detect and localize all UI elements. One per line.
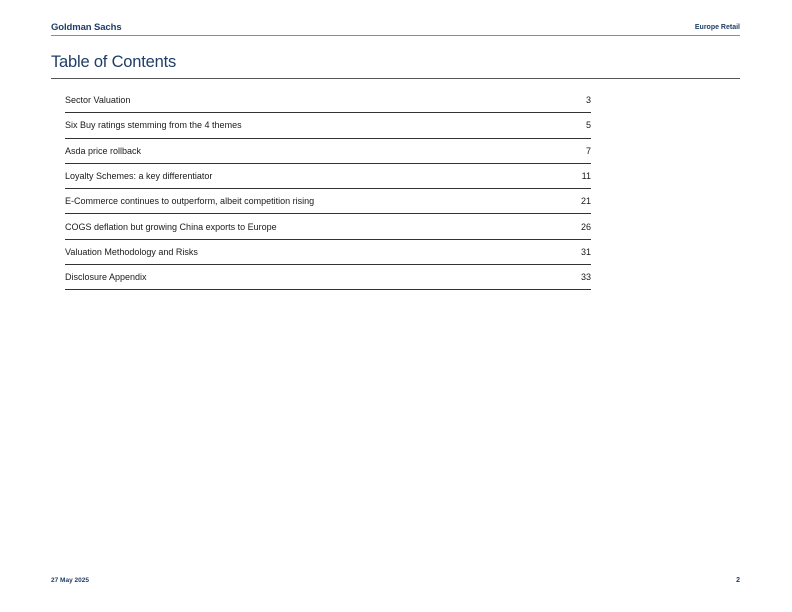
toc-entry-label: Six Buy ratings stemming from the 4 themes xyxy=(65,120,242,131)
toc-entry-sector-valuation[interactable] xyxy=(65,88,591,113)
header-divider xyxy=(51,35,740,36)
toc-entry-loyalty-schemes[interactable] xyxy=(65,164,591,189)
toc-entry-page: 21 xyxy=(580,196,591,207)
toc-entry-page: 5 xyxy=(585,120,591,131)
toc-entry-e-commerce[interactable] xyxy=(65,189,591,214)
toc-entry-page: 26 xyxy=(580,221,591,232)
title-divider xyxy=(51,78,740,79)
brand-name: Goldman Sachs xyxy=(51,22,122,33)
toc-entry-page: 33 xyxy=(580,272,591,283)
report-section: Europe Retail xyxy=(694,24,740,31)
toc-entry-page: 3 xyxy=(585,95,591,106)
toc-entry-label: Disclosure Appendix xyxy=(65,272,147,283)
toc-entry-buy-ratings[interactable] xyxy=(65,113,591,138)
toc-entry-asda-price-rollback[interactable] xyxy=(65,139,591,164)
toc-entry-label: E-Commerce continues to outperform, albeit competition rising xyxy=(65,196,315,207)
toc-entry-page: 11 xyxy=(581,171,591,182)
toc-entry-label: Valuation Methodology and Risks xyxy=(65,246,198,257)
toc-entry-valuation-methodology[interactable] xyxy=(65,240,591,265)
toc-entry-label: Loyalty Schemes: a key differentiator xyxy=(65,171,213,182)
toc-entry-cogs-deflation[interactable] xyxy=(65,214,591,239)
page-title: Table of Contents xyxy=(51,53,177,71)
page-number: 2 xyxy=(736,577,740,584)
toc-entry-page: 7 xyxy=(585,145,591,156)
toc-entry-label: Sector Valuation xyxy=(65,95,131,106)
toc-entry-page: 31 xyxy=(580,246,591,257)
publication-date: 27 May 2025 xyxy=(51,577,89,584)
toc-entry-label: COGS deflation but growing China exports to Europe xyxy=(65,221,277,232)
toc-entry-label: Asda price rollback xyxy=(65,145,142,156)
toc-entry-disclosure-appendix[interactable] xyxy=(65,265,591,290)
table-of-contents xyxy=(65,88,591,290)
